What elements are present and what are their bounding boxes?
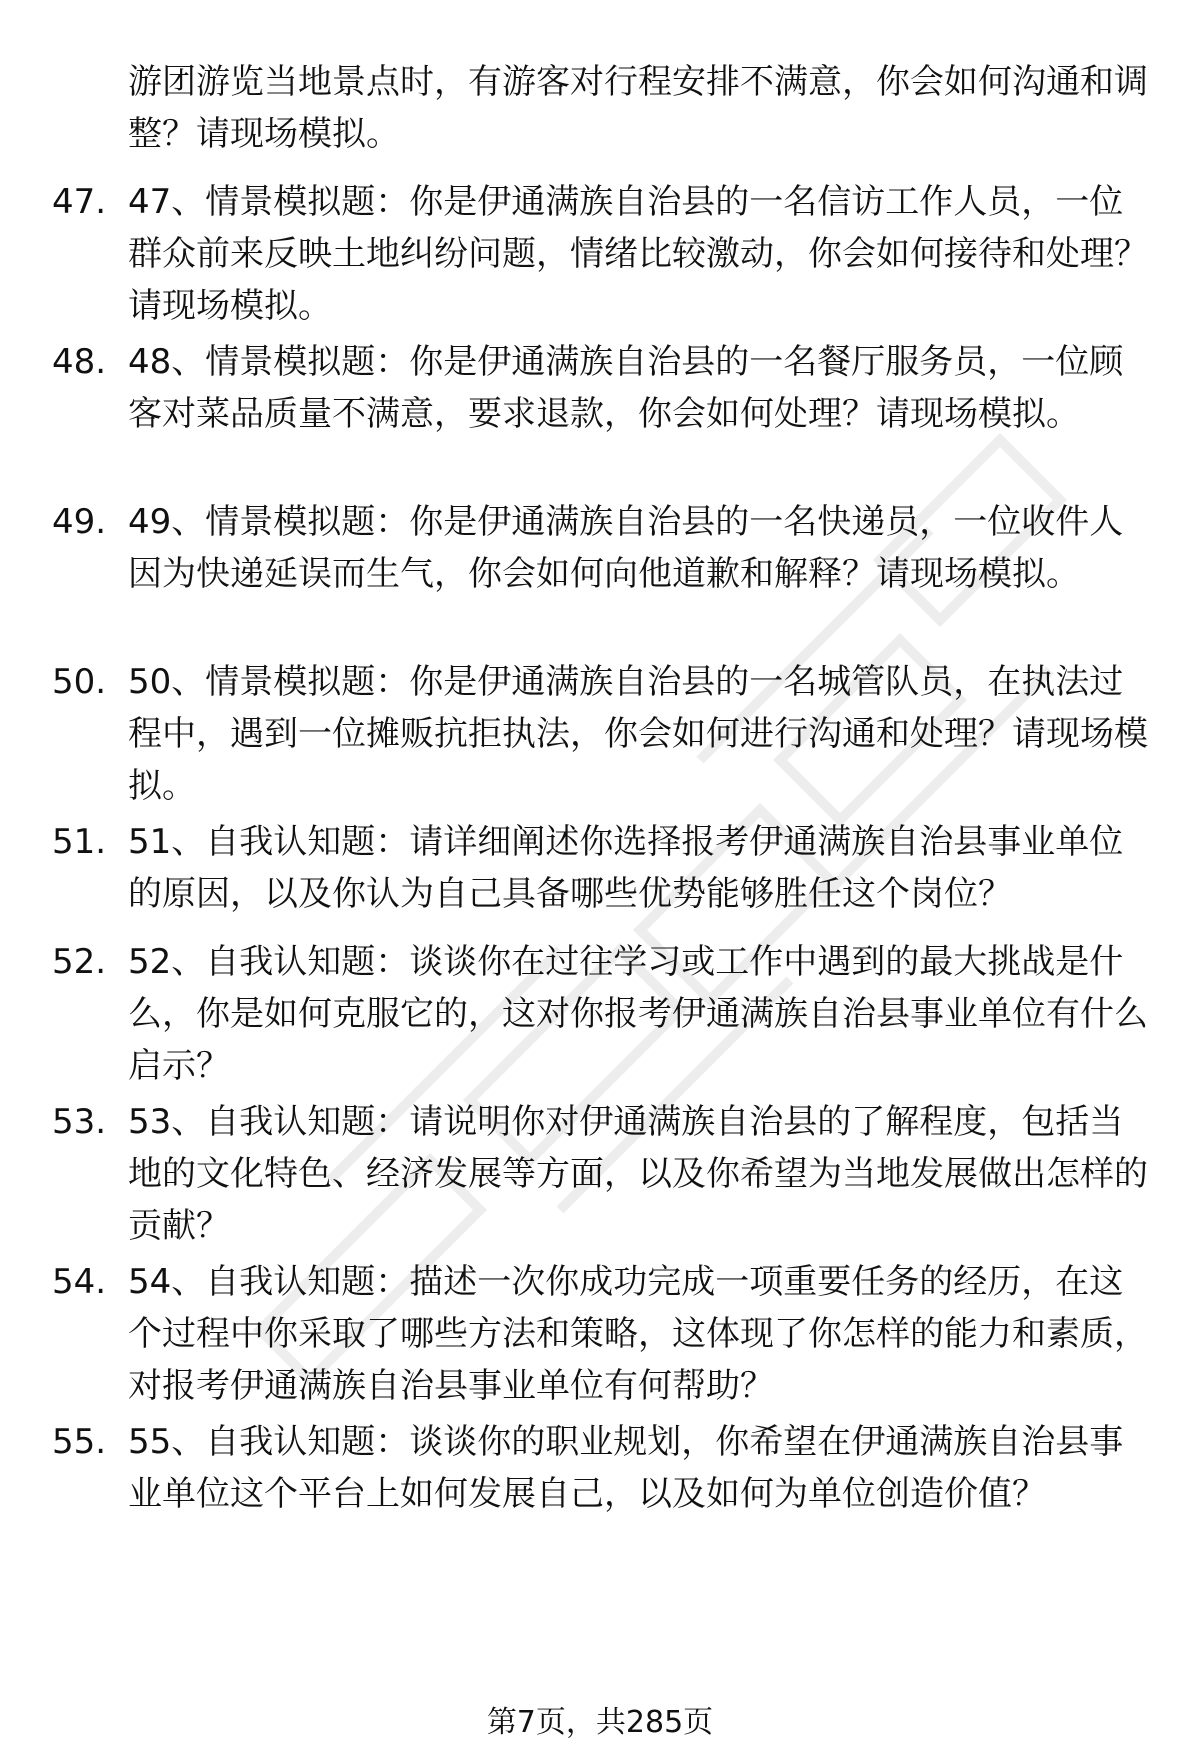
question-text: 54、自我认知题：描述一次你成功完成一项重要任务的经历，在这个过程中你采取了哪些方法和策略，这体现了你怎样的能力和素质，对报考伊通满族自治县事业单位有何帮助？	[128, 1262, 1148, 1406]
question-text: 49、情景模拟题：你是伊通满族自治县的一名快递员，一位收件人因为快递延误而生气，你会如何向他道歉和解释？请现场模拟。	[128, 502, 1124, 594]
list-number: 50.	[52, 662, 107, 702]
list-number: 55.	[52, 1422, 107, 1462]
list-number: 51.	[52, 822, 107, 862]
question-text: 50、情景模拟题：你是伊通满族自治县的一名城管队员，在执法过程中，遇到一位摊贩抗拒执法，你会如何进行沟通和处理？请现场模拟。	[128, 662, 1148, 806]
question-text: 53、自我认知题：请说明你对伊通满族自治县的了解程度，包括当地的文化特色、经济发展等方面，以及你希望为当地发展做出怎样的贡献？	[128, 1102, 1148, 1246]
question-text: 55、自我认知题：谈谈你的职业规划，你希望在伊通满族自治县事业单位这个平台上如何发展自己，以及如何为单位创造价值？	[128, 1422, 1124, 1514]
question-text: 48、情景模拟题：你是伊通满族自治县的一名餐厅服务员，一位顾客对菜品质量不满意，要求退款，你会如何处理？请现场模拟。	[128, 342, 1124, 434]
question-text: 52、自我认知题：谈谈你在过往学习或工作中遇到的最大挑战是什么，你是如何克服它的，这对你报考伊通满族自治县事业单位有什么启示？	[128, 942, 1148, 1086]
page-footer: 第7页，共285页	[486, 1705, 714, 1740]
question-text: 47、情景模拟题：你是伊通满族自治县的一名信访工作人员，一位群众前来反映土地纠纷问题，情绪比较激动，你会如何接待和处理？请现场模拟。	[128, 182, 1148, 326]
list-number: 52.	[52, 942, 107, 982]
list-number: 47.	[52, 182, 107, 222]
list-number: 54.	[52, 1262, 107, 1302]
list-number: 53.	[52, 1102, 107, 1142]
list-number: 48.	[52, 342, 107, 382]
question-text: 51、自我认知题：请详细阐述你选择报考伊通满族自治县事业单位的原因，以及你认为自己具备哪些优势能够胜任这个岗位？	[128, 822, 1124, 914]
continuation-text: 游团游览当地景点时，有游客对行程安排不满意，你会如何沟通和调整？请现场模拟。	[128, 62, 1148, 154]
list-number: 49.	[52, 502, 107, 542]
